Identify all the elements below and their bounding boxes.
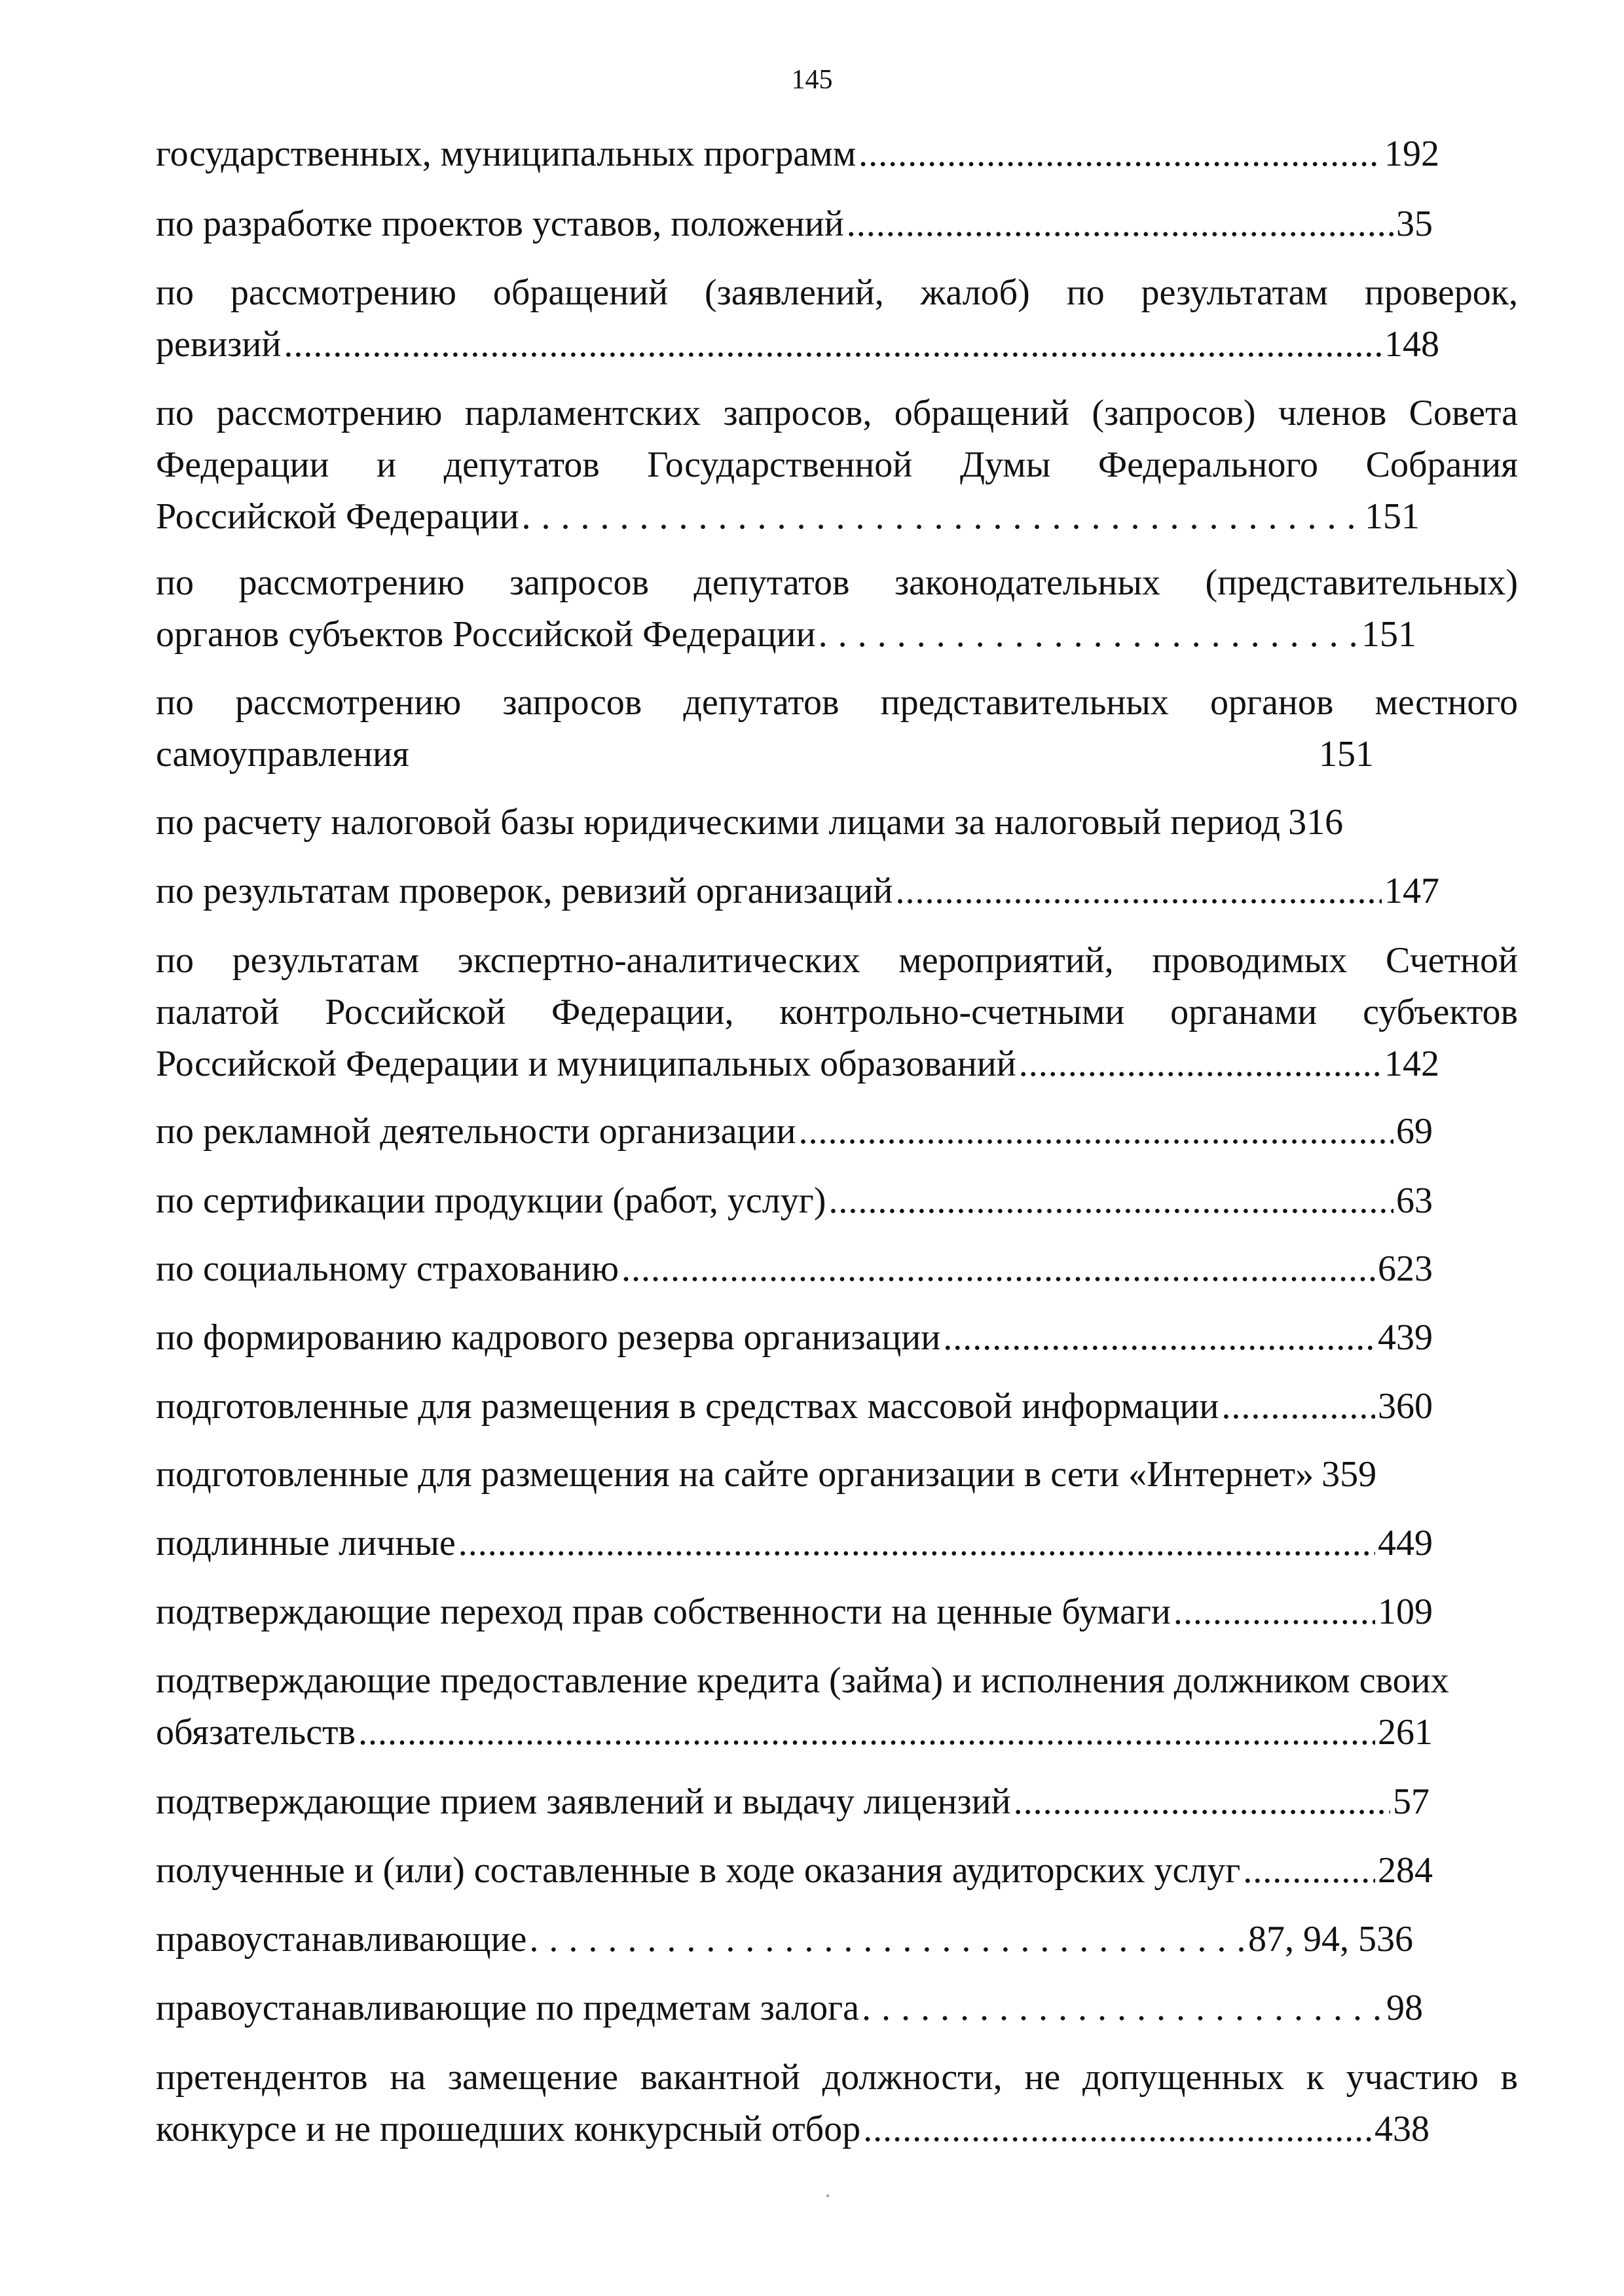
entry-text: правоустанавливающие: [156, 1919, 527, 1959]
leader-dots: [1019, 1038, 1382, 1090]
entry-text: по социальному страхованию: [156, 1248, 619, 1289]
index-entry: [156, 1381, 1433, 1432]
index-entry: [156, 1586, 1433, 1638]
index-entry: [156, 1312, 1433, 1364]
entry-text: по рассмотрению обращений (заявлений, жалоб) по результатам проверок,: [156, 272, 1518, 313]
entry-text: подготовленные для размещения на сайте организации в сети «Интернет»: [156, 1454, 1314, 1495]
leader-dots: [621, 1243, 1375, 1295]
entry-page-ref: 151: [1365, 496, 1420, 537]
entry-page-ref: 261: [1378, 1712, 1433, 1753]
entry-page-ref: 360: [1378, 1386, 1433, 1427]
entry-text: по разработке проектов уставов, положений: [156, 204, 844, 244]
leader-dots: [862, 1982, 1384, 2034]
entry-text: ревизий: [156, 324, 282, 365]
leader-dots: [529, 1914, 1246, 1965]
index-entry: [156, 1518, 1433, 1569]
leader-dots: [1014, 1776, 1390, 1828]
entry-page-ref: 449: [1378, 1523, 1433, 1563]
leader-dots: [1243, 1845, 1375, 1897]
index-entry: [156, 1655, 1518, 1758]
entry-text: палатой Российской Федерации, контрольно-счетными органами субъектов: [156, 992, 1518, 1032]
scan-speck: [826, 2195, 829, 2197]
leader-dots: [284, 319, 1382, 371]
leader-dots: [521, 491, 1362, 543]
entry-text: по рассмотрению парламентских запросов, обращений (запросов) членов Совета: [156, 393, 1518, 433]
entry-page-ref: 35: [1396, 204, 1433, 244]
entry-text: Федерации и депутатов Государственной Думы Федерального Собрания: [156, 445, 1518, 485]
entry-text: органов субъектов Российской Федерации: [156, 614, 816, 655]
entry-text: подготовленные для размещения в средствах массовой информации: [156, 1386, 1219, 1427]
leader-dots: [1221, 1381, 1375, 1432]
leader-dots: [798, 1106, 1393, 1157]
entry-page-ref: 359: [1321, 1454, 1377, 1495]
entry-text: Российской Федерации: [156, 496, 519, 537]
entry-page-ref: 142: [1384, 1044, 1439, 1084]
entry-text: правоустанавливающие по предметам залога: [156, 1988, 859, 2028]
entry-page-ref: 438: [1375, 2109, 1430, 2149]
index-entry: [156, 797, 1518, 848]
entry-text: подтверждающие предоставление кредита (займа) и исполнения должником своих: [156, 1660, 1449, 1701]
entry-text: обязательств: [156, 1712, 356, 1753]
leader-dots: [828, 1175, 1393, 1227]
entry-text: самоуправления: [156, 734, 409, 774]
entry-page-ref: 87, 94, 536: [1248, 1919, 1413, 1959]
index-entry: [156, 1776, 1430, 1828]
entry-text: по результатам экспертно-аналитических мероприятий, проводимых Счетной: [156, 940, 1518, 981]
leader-dots: [458, 1518, 1375, 1569]
page-number: 145: [791, 65, 833, 95]
index-entry: [156, 2052, 1518, 2155]
index-entry: [156, 1106, 1433, 1157]
entry-text: полученные и (или) составленные в ходе оказания аудиторских услуг: [156, 1850, 1241, 1891]
entry-page-ref: 147: [1384, 871, 1439, 911]
index-entry: [156, 1243, 1433, 1295]
entry-page-ref: 63: [1396, 1180, 1433, 1221]
entry-text: по расчету налоговой базы юридическими лицами за налоговый период: [156, 802, 1281, 843]
entry-page-ref: 98: [1386, 1988, 1423, 2028]
entry-text: по рассмотрению запросов депутатов законодательных (представительных): [156, 562, 1518, 603]
index-entry: [156, 866, 1439, 917]
entry-page-ref: 192: [1384, 134, 1439, 174]
entry-page-ref: 69: [1396, 1111, 1433, 1152]
leader-dots: [858, 128, 1382, 180]
entry-text: по рекламной деятельности организации: [156, 1111, 796, 1152]
index-entry: [156, 1982, 1423, 2034]
entry-text: подтверждающие переход прав собственности на ценные бумаги: [156, 1592, 1171, 1632]
entry-page-ref: 109: [1378, 1592, 1433, 1632]
entry-text: подлинные личные: [156, 1523, 456, 1563]
entry-page-ref: 284: [1378, 1850, 1433, 1891]
index-entry: [156, 677, 1518, 780]
leader-dots: [847, 198, 1393, 250]
index-entry: [156, 1845, 1433, 1897]
entry-page-ref: 316: [1288, 802, 1344, 843]
entry-page-ref: 57: [1393, 1781, 1430, 1822]
leader-dots: [943, 1312, 1375, 1364]
entry-text: Российской Федерации и муниципальных образований: [156, 1044, 1016, 1084]
index-entry: [156, 1914, 1413, 1965]
entry-text: претендентов на замещение вакантной должности, не допущенных к участию в: [156, 2057, 1518, 2098]
index-entry: [156, 267, 1518, 371]
leader-dots: [1173, 1586, 1375, 1638]
index-entry: [156, 388, 1518, 543]
entry-page-ref: 439: [1378, 1317, 1433, 1358]
index-entry: [156, 1449, 1518, 1501]
index-entry: [156, 935, 1518, 1090]
index-entry: [156, 1175, 1433, 1227]
leader-dots: [819, 609, 1359, 661]
entry-text: государственных, муниципальных программ: [156, 134, 857, 174]
entry-page-ref: 148: [1384, 324, 1439, 365]
entry-text: по результатам проверок, ревизий организаций: [156, 871, 893, 911]
entry-page-ref: 151: [1319, 734, 1374, 774]
entry-text: по сертификации продукции (работ, услуг): [156, 1180, 826, 1221]
index-entry: [156, 128, 1439, 180]
leader-dots: [358, 1707, 1375, 1758]
leader-dots: [895, 866, 1382, 917]
entry-text: конкурсе и не прошедших конкурсный отбор: [156, 2109, 861, 2149]
entry-page-ref: 623: [1378, 1248, 1433, 1289]
entry-text: подтверждающие прием заявлений и выдачу лицензий: [156, 1781, 1011, 1822]
index-entry: [156, 557, 1518, 661]
entry-text: по рассмотрению запросов депутатов представительных органов местного: [156, 682, 1518, 723]
leader-dots: [863, 2104, 1372, 2155]
index-entry: [156, 198, 1433, 250]
entry-page-ref: 151: [1361, 614, 1416, 655]
entry-text: по формированию кадрового резерва организации: [156, 1317, 941, 1358]
